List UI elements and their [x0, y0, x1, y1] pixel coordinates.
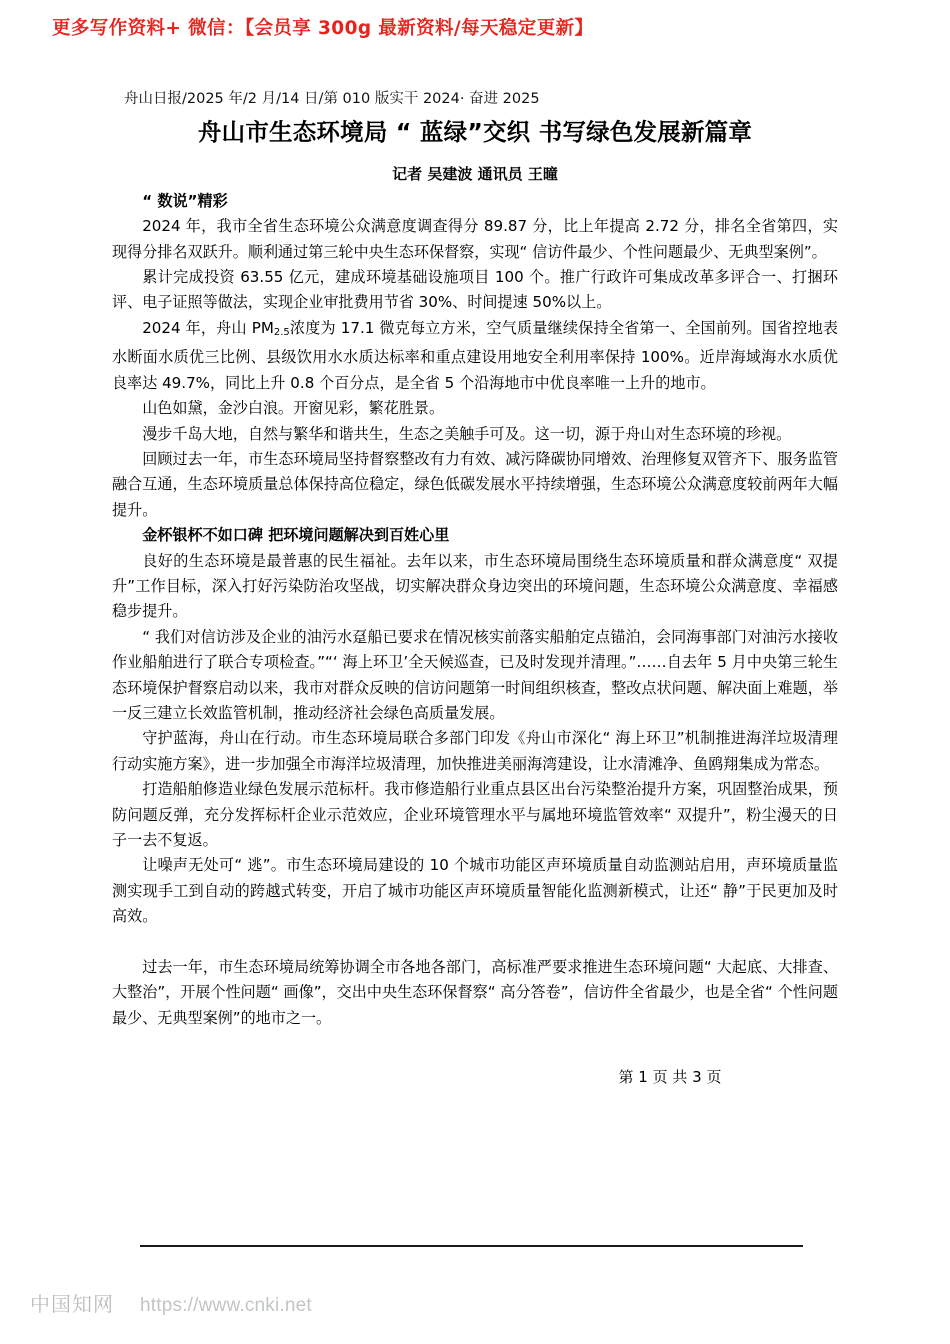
article-paragraph: 累计完成投资 63.55 亿元，建成环境基础设施项目 100 个。推广行政许可集成改革多评合一、打捆环评、电子证照等做法，实现企业审批费用节省 30%、时间提速 50%以上。	[112, 267, 838, 312]
watermark-site-url: https://www.cnki.net	[140, 1295, 312, 1316]
article-body	[112, 189, 838, 1031]
article-paragraph: 漫步千岛大地，自然与繁华和谐共生，生态之美触手可及。这一切，源于舟山对生态环境的珍视。	[142, 424, 792, 443]
cnki-watermark	[30, 1288, 312, 1317]
article-paragraph: 过去一年，市生态环境局统筹协调全市各地各部门，高标准严要求推进生态环境问题“ 大起底、大排查、大整治”，开展个性问题“ 画像”，交出中央生态环保督察“ 高分答卷”，信访件全省最少，也是全省“ 个性问题最少、无典型案例”的地市之一。	[112, 957, 838, 1027]
article-paragraph: 2024 年，我市全省生态环境公众满意度调查得分 89.87 分，比上年提高 2.72 分，排名全省第四，实现得分排名双跃升。顺利通过第三轮中央生态环保督察，实现“ 信访件最少、个性问题最少、无典型案例”。	[112, 217, 838, 261]
article-paragraph: 良好的生态环境是最普惠的民生福祉。去年以来，市生态环境局围绕生态环境质量和群众满意度“ 双提升”工作目标，深入打好污染防治攻坚战，切实解决群众身边突出的环境问题，生态环境公众满意度、幸福感稳步提升。	[112, 551, 838, 621]
article-paragraph: 山色如黛，金沙白浪。开窗见彩，繁花胜景。	[142, 399, 445, 418]
watermark-site-name: 中国知网	[30, 1292, 114, 1316]
article-paragraph: 回顾过去一年，市生态环境局坚持督察整改有力有效、减污降碳协同增效、治理修复双管齐下、服务监管融合互通，生态环境质量总体保持高位稳定，绿色低碳发展水平持续增强，生态环境公众满意度较前两年大幅提升。	[112, 449, 838, 519]
article-paragraph: 让噪声无处可“ 逃”。市生态环境局建设的 10 个城市功能区声环境质量自动监测站启用，声环境质量监测实现手工到自动的跨越式转变，开启了城市功能区声环境质量智能化监测新模式，让还“ 静”于民更加及时高效。	[112, 856, 838, 926]
article-paragraph: 守护蓝海，舟山在行动。市生态环境局联合多部门印发《舟山市深化“ 海上环卫”机制推进海洋垃圾清理行动实施方案》，进一步加强全市海洋垃圾清理，加快推进美丽海湾建设，让水清滩净、鱼鸥翔集成为常态。	[112, 729, 838, 773]
article-headline: 舟山市生态环境局 “ 蓝绿”交织 书写绿色发展新篇章	[197, 118, 753, 146]
pm-subscript: 2.5	[273, 326, 290, 338]
footer-divider	[140, 1245, 803, 1247]
article-paragraph: “ 我们对信访涉及企业的油污水趸船已要求在情况核实前落实船舶定点锚泊，会同海事部门对油污水接收作业船舶进行了联合专项检查。”“‘ 海上环卫’全天候巡查，已及时发现并清理。”……自去年 5 月中央第三轮生态环境保护督察启动以来，我市对群众反映的信访问题第一时间组织核查，整改点状问题、解决面上难题，举一反三建立长效监管机制，推动经济社会绿色高质量发展。	[112, 627, 838, 723]
article-container	[112, 88, 838, 1031]
page-number-footer: 第 1 页 共 3 页	[618, 1068, 722, 1086]
article-paragraph: 打造船舶修造业绿色发展示范标杆。我市修造船行业重点县区出台污染整治提升方案，巩固整治成果，预防问题反弹，充分发挥标杆企业示范效应，企业环境管理水平与属地环境监管效率“ 双提升”，粉尘漫天的日子一去不复返。	[112, 780, 838, 850]
article-byline: 记者 吴建波 通讯员 王曈	[392, 164, 558, 183]
article-paragraph: 2024 年，舟山 $PM_{2.5}$浓度为 17.1 微克每立方米，空气质量继续保持全省第一、全国前列。国省控地表水断面水质优三比例、县级饮用水水质达标率和重点建设用地安全利用率保持 100%。近岸海域海水水质优良率达 49.7%，同比上升 0.8 个百分点，是全省 5 个沿海地市中优良率唯一上升的地市。	[112, 318, 838, 392]
promo-banner: 更多写作资料+ 微信：【会员享 300g 最新资料/每天稳定更新】	[52, 18, 594, 39]
article-subheading: 金杯银杯不如口碑 把环境问题解决到百姓心里	[142, 526, 450, 545]
newspaper-masthead: 舟山日报/2025 年/2 月/14 日/第 010 版实干 2024· 奋进 2025	[124, 91, 540, 107]
article-subheading: “ 数说”精彩	[142, 191, 228, 210]
